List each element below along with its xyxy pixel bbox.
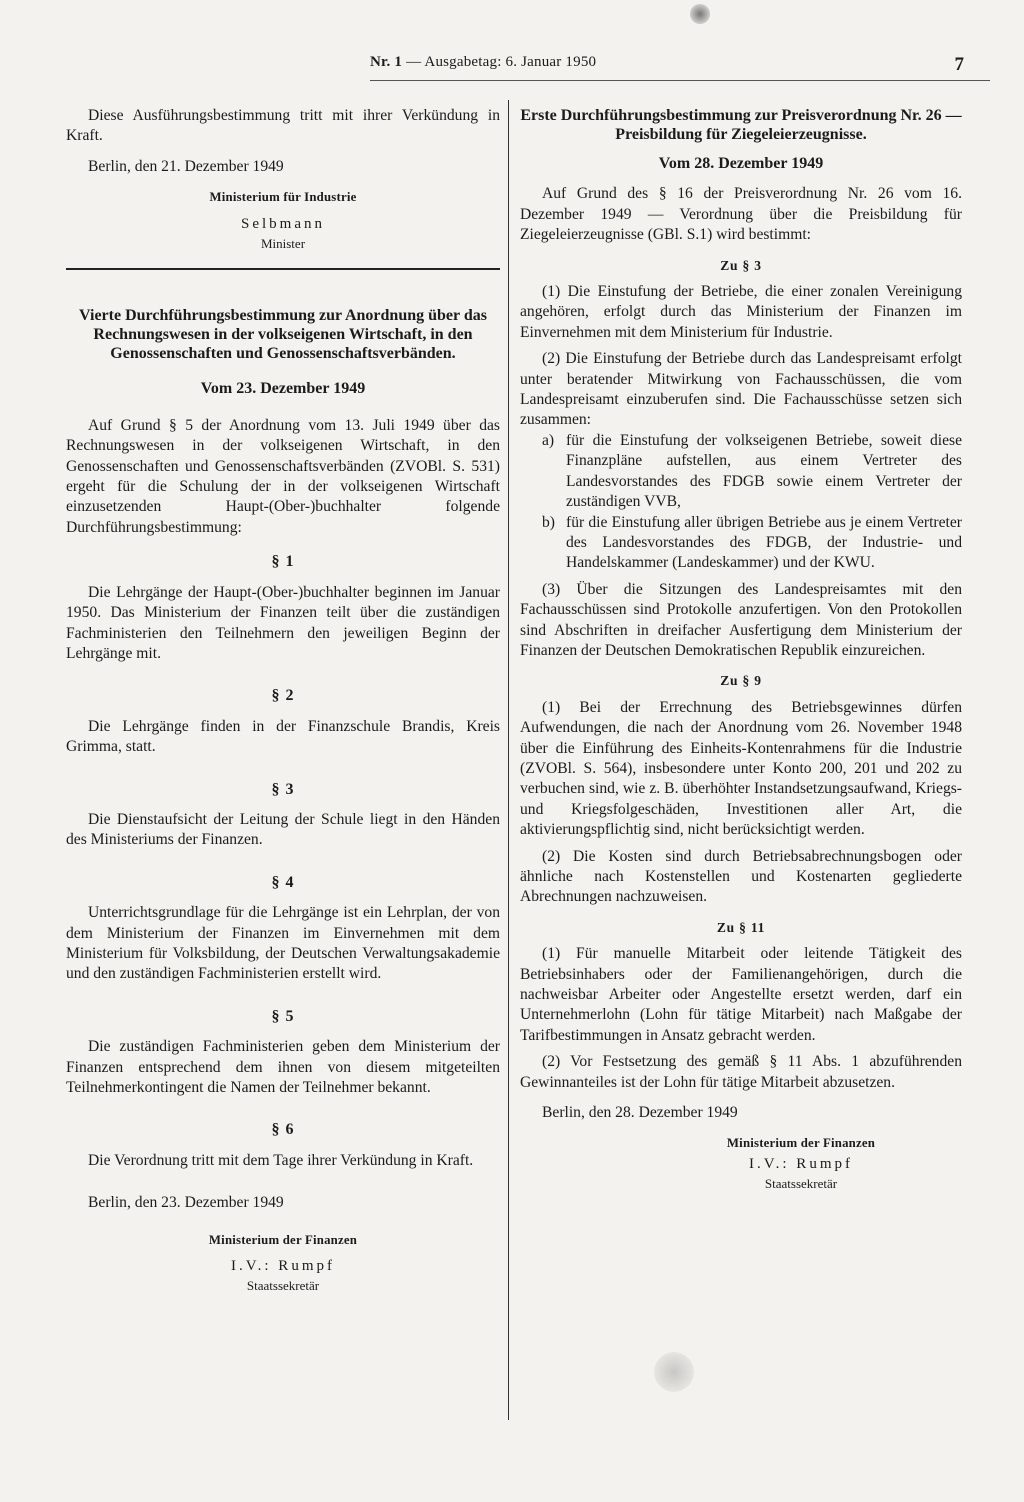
section-text: Die Lehrgänge der Haupt-(Ober-)buchhalter beginnen im Januar 1950. Das Ministerium der Finanzen teilt über die zuständigen Fachministerien den Teilnehmern den jeweiligen Beginn der Lehrgänge mit. — [66, 583, 500, 662]
zu-head: Zu § 3 — [720, 257, 762, 273]
preamble: Auf Grund des § 16 der Preisverordnung Nr. 26 vom 16. Dezember 1949 — Verordnung über die Preisbildung für Ziegeleierzeugnisse (GBl. S.1) wird bestimmt: — [520, 185, 962, 244]
section-text: Die Dienstaufsicht der Leitung der Schule liegt in den Händen des Ministeriums der Finanzen. — [66, 810, 500, 849]
decree-title: Erste Durchführungsbestimmung zur Preisverordnung Nr. 26 — Preisbildung für Ziegeleierzeugnisse. — [520, 107, 962, 143]
page-header — [60, 54, 972, 84]
ink-smudge — [654, 1352, 694, 1392]
issue-line — [370, 54, 596, 71]
zu-head: Zu § 9 — [720, 673, 762, 689]
paragraph: (1) Für manuelle Mitarbeit oder leitende Tätigkeit des Betriebsinhabers oder der Familienangehörigen, durch die nachweisbar Arbeiter oder Angestellte ersetzt werden, darf ein Unternehmerlohn (Lohn für tätige Mitarbeit) nach Maßgabe der Tarifbestimmungen in Ansatz gebracht werden. — [520, 945, 962, 1044]
section-head: § 1 — [271, 553, 295, 571]
section-text: Die zuständigen Fachministerien geben dem Ministerium der Finanzen entsprechend dem ihnen von diesem mitgeteilten Teilnehmerkontingent die Namen der Teilnehmer bekannt. — [66, 1038, 500, 1096]
decree-date: Vom 28. Dezember 1949 — [658, 155, 824, 172]
signature-ministry: Ministerium für Industrie — [209, 190, 357, 205]
section-head: § 2 — [271, 687, 295, 705]
section-head: § 3 — [271, 780, 295, 798]
signature-role: Staatssekretär — [764, 1176, 838, 1192]
list-item-a — [520, 431, 962, 513]
signature-ministry: Ministerium der Finanzen — [208, 1232, 358, 1247]
list-marker: b) — [542, 513, 555, 531]
section-head: § 6 — [271, 1121, 295, 1139]
paragraph: (2) Vor Festsetzung des gemäß § 11 Abs. 1 abzuführenden Gewinnanteiles ist der Lohn für tätige Mitarbeit abzusetzen. — [520, 1053, 962, 1091]
paragraph: (1) Die Einstufung der Betriebe, die einer zonalen Vereinigung angehören, erfolgt durch das Ministerium der Finanzen im Einvernehmen mit dem Ministerium für Industrie. — [520, 283, 962, 341]
paragraph: (2) Die Einstufung der Betriebe durch das Landespreisamt erfolgt unter beratender Mitwirkung von Fachausschüssen, die vom Landespreisamt einzuberufen sind. Die Fachausschüsse setzen sich zusammen: — [520, 350, 962, 429]
signature-name: I.V.: Rumpf — [749, 1155, 853, 1172]
section-head: § 5 — [271, 1007, 295, 1025]
closing-date: Berlin, den 28. Dezember 1949 — [542, 1104, 738, 1122]
signature-role: Minister — [260, 236, 306, 252]
zu-head: Zu § 11 — [716, 919, 766, 935]
list-item-b — [520, 513, 962, 574]
left-column — [66, 106, 500, 1297]
section-text: Unterrichtsgrundlage für die Lehrgänge ist ein Lehrplan, der von dem Ministerium der Finanzen im Einvernehmen mit dem Ministerium für Volksbildung, der Deutschen Verwaltungsakademie und den zuständigen Fachministerien erstellt wird. — [66, 904, 500, 983]
signature-ministry: Ministerium der Finanzen — [726, 1136, 876, 1151]
ink-smudge — [690, 4, 710, 24]
section-head: § 4 — [271, 873, 295, 891]
intro-text: Diese Ausführungsbestimmung tritt mit ihrer Verkündung in Kraft. — [66, 107, 500, 145]
preamble: Auf Grund § 5 der Anordnung vom 13. Juli 1949 über das Rechnungswesen in der volkseigenen Wirtschaft, in den Genossenschaften und Genossenschaftsverbänden (ZVOBl. S. 531) ergeht für die Schulung der in der volkseigenen Wirtschaft einzusetzenden Haupt-(Ober-)buchhalter folgende Durchführungsbestimmung: — [66, 416, 500, 536]
closing-date: Berlin, den 23. Dezember 1949 — [88, 1194, 284, 1212]
paragraph: (1) Bei der Errechnung des Betriebsgewinnes dürfen Aufwendungen, die nach der Anordnung vom 26. November 1948 über die Einführung des Einheits-Kontenrahmens für die Industrie (ZVOBl. S. 564), insbesondere unter Konto 200, 201 und 202 zu verbuchen sind, wie z. B. überhöhter Instandsetzungsaufwand, Kriegs- und Kriegsfolgeschäden, Investitionen aller Art, die aktivierungspflichtig sind, nicht berücksichtigt werden. — [520, 698, 962, 839]
right-column — [520, 106, 962, 1195]
issue-number: Nr. 1 — [370, 54, 403, 70]
paragraph: (2) Die Kosten sind durch Betriebsabrechnungsbogen oder ähnliche nach Kostenstellen und Kostenarten gegliederte Abrechnungen nachzuweisen. — [520, 847, 962, 906]
issue-dash: — — [402, 54, 425, 70]
list-text: für die Einstufung aller übrigen Betriebe aus je einem Vertreter des Landesvorstandes des FDGB, der Industrie- und Handelskammer (Landeskammer) und der KWU. — [566, 513, 962, 572]
page-number: 7 — [954, 54, 964, 75]
paragraph: (3) Über die Sitzungen des Landespreisamtes mit den Fachausschüssen sind Protokolle anzufertigen. Von den Protokollen sind Abschriften in dreifacher Ausfertigung dem Ministerium der Finanzen der Deutschen Demokratischen Republik einzureichen. — [520, 580, 962, 659]
decree-date: Vom 23. Dezember 1949 — [200, 380, 366, 398]
section-text: Die Lehrgänge finden in der Finanzschule Brandis, Kreis Grimma, statt. — [66, 717, 500, 756]
list-marker: a) — [542, 431, 555, 449]
signature-name: I.V.: Rumpf — [231, 1258, 335, 1275]
section-text: Die Verordnung tritt mit dem Tage ihrer Verkündung in Kraft. — [88, 1151, 474, 1169]
issue-date: Ausgabetag: 6. Januar 1950 — [424, 54, 597, 70]
signature-role: Staatssekretär — [246, 1278, 320, 1294]
signature-name: Selbmann — [241, 215, 325, 232]
intro-date: Berlin, den 21. Dezember 1949 — [88, 157, 284, 175]
decree-title: Vierte Durchführungsbestimmung zur Anordnung über das Rechnungswesen in der volkseigenen Wirtschaft, in den Genossenschaften und Genossenschaftsverbänden. — [79, 307, 487, 363]
list-text: für die Einstufung der volkseigenen Betriebe, soweit diese Finanzpläne aufstellen, aus einem Vertreter des Landesvorstandes des FDGB sowie einem Vertreter der zuständigen VVB, — [566, 431, 962, 511]
column-divider — [508, 100, 509, 1420]
header-rule — [370, 80, 990, 81]
section-rule — [66, 268, 500, 270]
